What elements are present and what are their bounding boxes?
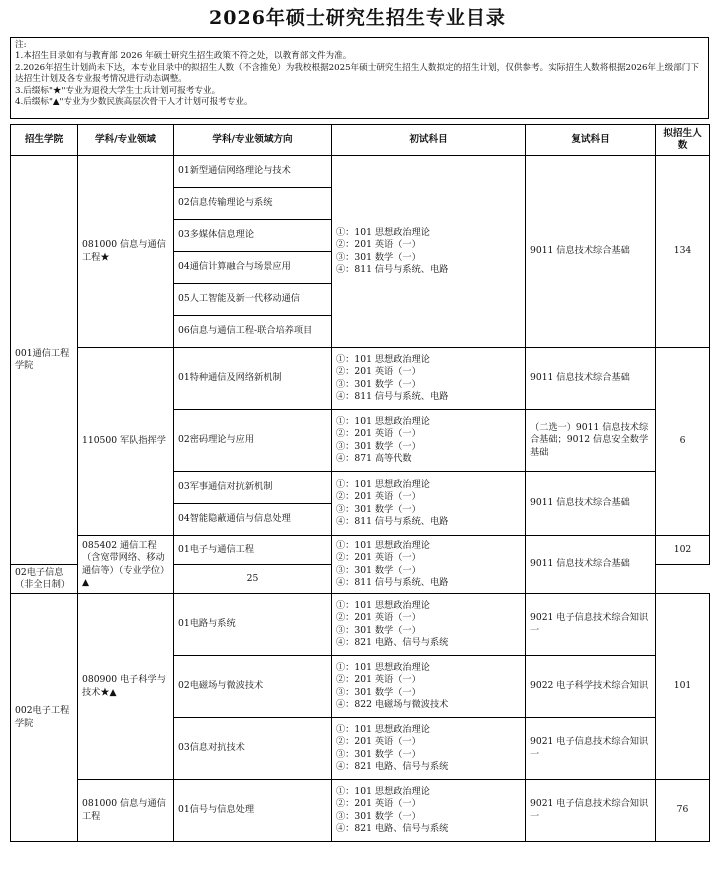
table-row: [11, 594, 710, 656]
exam-line: ④：811 信号与系统、电路: [336, 515, 449, 527]
direction-cell: 02密码理论与应用: [174, 410, 332, 472]
exam-line: ②：201 英语（一）: [336, 239, 421, 251]
college-cell: 002电子工程学院: [11, 594, 78, 842]
exam-line: ①：101 思想政治理论: [336, 415, 430, 427]
catalog-table: [10, 124, 710, 842]
page-title: 2026年硕士研究生招生专业目录: [209, 7, 506, 29]
exam-line: ③：301 数学（一）: [336, 686, 421, 698]
exam-cell: [332, 656, 526, 718]
exam-line: ③：301 数学（一）: [336, 748, 421, 760]
note-item: 4.后缀标"▲"专业为少数民族高层次骨干人才计划可报考专业。: [15, 97, 253, 108]
exam-line: ③：301 数学（一）: [336, 440, 421, 452]
quota-cell: 101: [656, 594, 710, 780]
direction-cell: 03信息对抗技术: [174, 718, 332, 780]
direction-cell: 06信息与通信工程-联合培养项目: [174, 316, 332, 348]
exam-cell: [332, 348, 526, 410]
exam-line: ①：101 思想政治理论: [336, 661, 430, 673]
direction-cell: 01新型通信网络理论与技术: [174, 156, 332, 188]
table-row: [11, 348, 710, 410]
header-retest: 复试科目: [526, 125, 656, 156]
exam-line: ④：821 电路、信号与系统: [336, 760, 449, 772]
exam-line: ②：201 英语（一）: [336, 552, 421, 564]
header-first-exam: 初试科目: [332, 125, 526, 156]
exam-line: ④：811 信号与系统、电路: [336, 263, 449, 275]
direction-cell: 03军事通信对抗新机制: [174, 472, 332, 504]
exam-line: ①：101 思想政治理论: [336, 353, 430, 365]
direction-cell: 03多媒体信息理论: [174, 220, 332, 252]
quota-cell: 25: [174, 565, 332, 594]
quota-cell: 76: [656, 780, 710, 842]
exam-cell: [332, 780, 526, 842]
exam-cell: [332, 536, 526, 594]
exam-cell: [332, 472, 526, 536]
exam-line: ③：301 数学（一）: [336, 810, 421, 822]
exam-line: ③：301 数学（一）: [336, 564, 421, 576]
notes-box: [10, 37, 709, 119]
exam-line: ①：101 思想政治理论: [336, 785, 430, 797]
exam-line: ②：201 英语（一）: [336, 612, 421, 624]
exam-line: ②：201 英语（一）: [336, 366, 421, 378]
exam-line: ④：811 信号与系统、电路: [336, 576, 449, 588]
exam-line: ②：201 英语（一）: [336, 674, 421, 686]
quota-cell: 102: [656, 536, 710, 565]
exam-line: ②：201 英语（一）: [336, 491, 421, 503]
table-header-row: [11, 125, 710, 156]
retest-cell: 9011 信息技术综合基础: [526, 472, 656, 536]
table-row: [11, 780, 710, 842]
quota-cell: 134: [656, 156, 710, 348]
major-cell: 081000 信息与通信工程: [78, 780, 174, 842]
direction-cell: 01电路与系统: [174, 594, 332, 656]
major-cell: 085402 通信工程（含宽带网络、移动通信等）（专业学位）▲: [78, 536, 174, 594]
note-item: 2.2026年招生计划尚未下达，本专业目录中的拟招生人数（不含推免）为我校根据2025年硕士研究生招生人数拟定的招生计划，仅供参考。实际招生人数将根据2026年上级部门下达招生计划及各专业报考情况进行动态调整。: [15, 62, 699, 85]
direction-cell: 02电磁场与微波技术: [174, 656, 332, 718]
direction-cell: 02信息传输理论与系统: [174, 188, 332, 220]
header-quota: 拟招生人数: [656, 125, 710, 156]
direction-cell: 01特种通信及网络新机制: [174, 348, 332, 410]
direction-cell: 01信号与信息处理: [174, 780, 332, 842]
note-item: 1.本招生目录如有与教育部 2026 年硕士研究生招生政策不符之处，以教育部文件为准。: [15, 51, 352, 62]
retest-cell: 9011 信息技术综合基础: [526, 348, 656, 410]
exam-line: ①：101 思想政治理论: [336, 539, 430, 551]
notes-label: 注:: [15, 40, 27, 50]
retest-cell: 9011 信息技术综合基础: [526, 156, 656, 348]
exam-line: ②：201 英语（一）: [336, 798, 421, 810]
college-cell: 001通信工程学院: [11, 156, 78, 565]
exam-line: ②：201 英语（一）: [336, 736, 421, 748]
retest-cell: 9011 信息技术综合基础: [526, 536, 656, 594]
exam-line: ①：101 思想政治理论: [336, 226, 430, 238]
table-row: [11, 536, 710, 565]
exam-line: ②：201 英语（一）: [336, 428, 421, 440]
major-cell: 081000 信息与通信工程★: [78, 156, 174, 348]
retest-cell: 9021 电子信息技术综合知识一: [526, 780, 656, 842]
major-cell: 110500 军队指挥学: [78, 348, 174, 536]
header-direction: 学科/专业领域方向: [174, 125, 332, 156]
major-cell: 080900 电子科学与技术★▲: [78, 594, 174, 780]
retest-cell: 9021 电子信息技术综合知识一: [526, 594, 656, 656]
exam-cell: [332, 594, 526, 656]
exam-line: ①：101 思想政治理论: [336, 723, 430, 735]
exam-line: ④：871 高等代数: [336, 452, 412, 464]
direction-cell: 05人工智能及新一代移动通信: [174, 284, 332, 316]
note-item: 3.后缀标"★"专业为退役大学生士兵计划可报考专业。: [15, 85, 221, 96]
retest-cell: 9022 电子科学技术综合知识: [526, 656, 656, 718]
direction-cell: 02电子信息（非全日制）: [11, 565, 78, 594]
direction-cell: 04通信计算融合与场景应用: [174, 252, 332, 284]
exam-line: ③：301 数学（一）: [336, 378, 421, 390]
exam-line: ④：822 电磁场与微波技术: [336, 698, 449, 710]
retest-cell: （二选一）9011 信息技术综合基础；9012 信息安全数学基础: [526, 410, 656, 472]
exam-cell: [332, 410, 526, 472]
exam-line: ③：301 数学（一）: [336, 624, 421, 636]
exam-line: ④：821 电路、信号与系统: [336, 822, 449, 834]
exam-line: ③：301 数学（一）: [336, 503, 421, 515]
exam-line: ①：101 思想政治理论: [336, 478, 430, 490]
exam-cell: [332, 718, 526, 780]
header-major: 学科/专业领域: [78, 125, 174, 156]
header-college: 招生学院: [11, 125, 78, 156]
exam-line: ①：101 思想政治理论: [336, 599, 430, 611]
direction-cell: 01电子与通信工程: [174, 536, 332, 565]
exam-line: ④：821 电路、信号与系统: [336, 636, 449, 648]
quota-cell: 6: [656, 348, 710, 536]
direction-cell: 04智能隐蔽通信与信息处理: [174, 504, 332, 536]
exam-line: ③：301 数学（一）: [336, 251, 421, 263]
exam-line: ④：811 信号与系统、电路: [336, 390, 449, 402]
exam-cell: [332, 156, 526, 348]
retest-cell: 9021 电子信息技术综合知识一: [526, 718, 656, 780]
table-row: [11, 156, 710, 188]
